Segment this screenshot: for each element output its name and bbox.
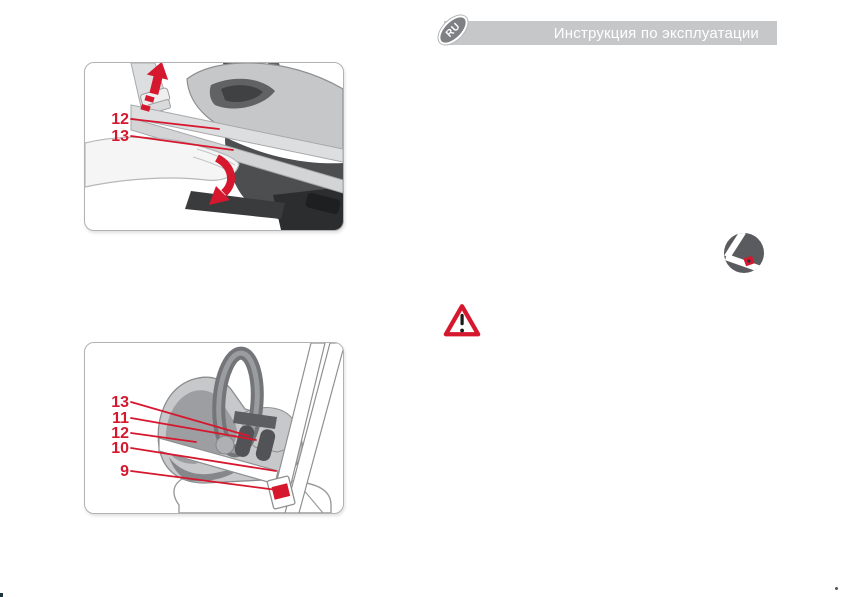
callout-11: 11 <box>112 410 129 427</box>
corner-artifact <box>0 593 3 597</box>
belt-release-illustration <box>85 63 343 230</box>
warning-triangle-icon <box>443 303 481 338</box>
callout-12: 12 <box>111 111 129 128</box>
header-bar <box>444 21 777 45</box>
ru-badge-label: RU <box>443 20 463 40</box>
header-title: Инструкция по эксплуатации <box>553 24 759 42</box>
seatbelt-routing-icon <box>723 232 765 274</box>
period-artifact <box>835 587 838 590</box>
figure-belt-release <box>84 62 344 231</box>
callout-10: 10 <box>111 440 129 457</box>
callout-13b: 13 <box>111 394 129 411</box>
callout-12b: 12 <box>111 425 129 442</box>
carrier-parts-illustration <box>85 343 343 513</box>
callout-9: 9 <box>120 463 129 480</box>
callout-13: 13 <box>111 128 129 145</box>
figure-carrier-parts <box>84 342 344 514</box>
